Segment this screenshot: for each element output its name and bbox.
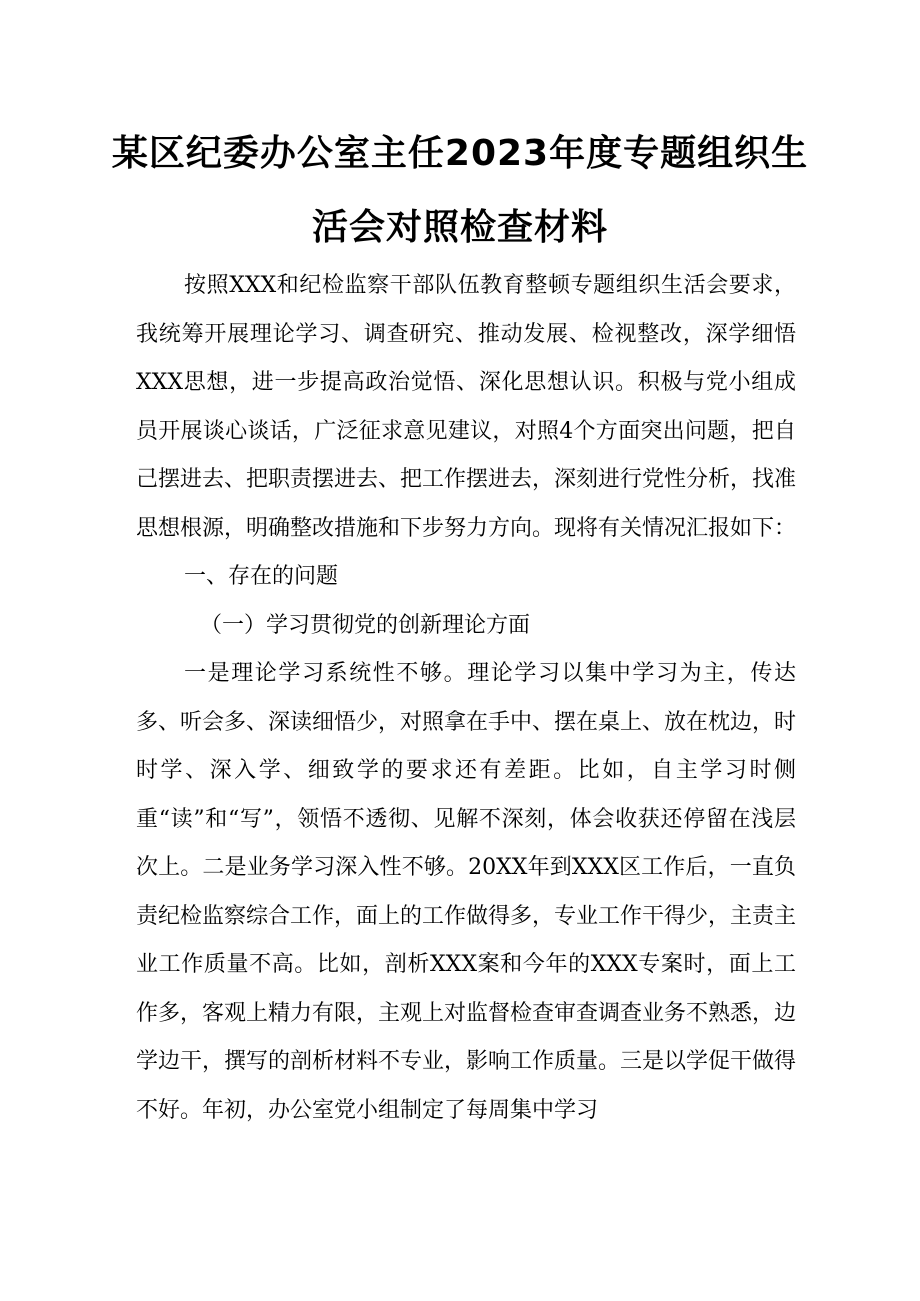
document-body bbox=[136, 262, 796, 1135]
theory-study-paragraph: 一是理论学习系统性不够。理论学习以集中学习为主，传达多、听会多、深读细悟少，对照拿在手中、摆在桌上、放在枕边，时时学、深入学、细致学的要求还有差距。比如，自主学习时侧重“读”和“写”，领悟不透彻、见解不深刻，体会收获还停留在浅层次上。二是业务学习深入性不够。20XX年到XXX区工作后，一直负责纪检监察综合工作，面上的工作做得多，专业工作干得少，主责主业工作质量不高。比如，剖析XXX案和今年的XXX专案时，面上工作多，客观上精力有限，主观上对监督检查审查调查业务不熟悉，边学边干，撰写的剖析材料不专业，影响工作质量。三是以学促干做得不好。年初，办公室党小组制定了每周集中学习 bbox=[136, 661, 797, 1123]
subsection-heading-theory-study: （一）学习贯彻党的创新理论方面 bbox=[200, 612, 531, 638]
intro-paragraph: 按照XXX和纪检监察干部队伍教育整顿专题组织生活会要求，我统筹开展理论学习、调查研究、推动发展、检视整改，深学细悟XXX思想，进一步提高政治觉悟、深化思想认识。积极与党小组成员开展谈心谈话，广泛征求意见建议，对照4个方面突出问题，把自己摆进去、把职责摆进去、把工作摆进去，深刻进行党性分析，找准思想根源，明确整改措施和下步努力方向。现将有关情况汇报如下： bbox=[136, 273, 797, 541]
document-title-line-1: 某区纪委办公室主任2023年度专题组织生 bbox=[111, 133, 809, 174]
document-title-line-2: 活会对照检查材料 bbox=[311, 207, 608, 248]
section-heading-problems: 一、存在的问题 bbox=[184, 564, 339, 589]
